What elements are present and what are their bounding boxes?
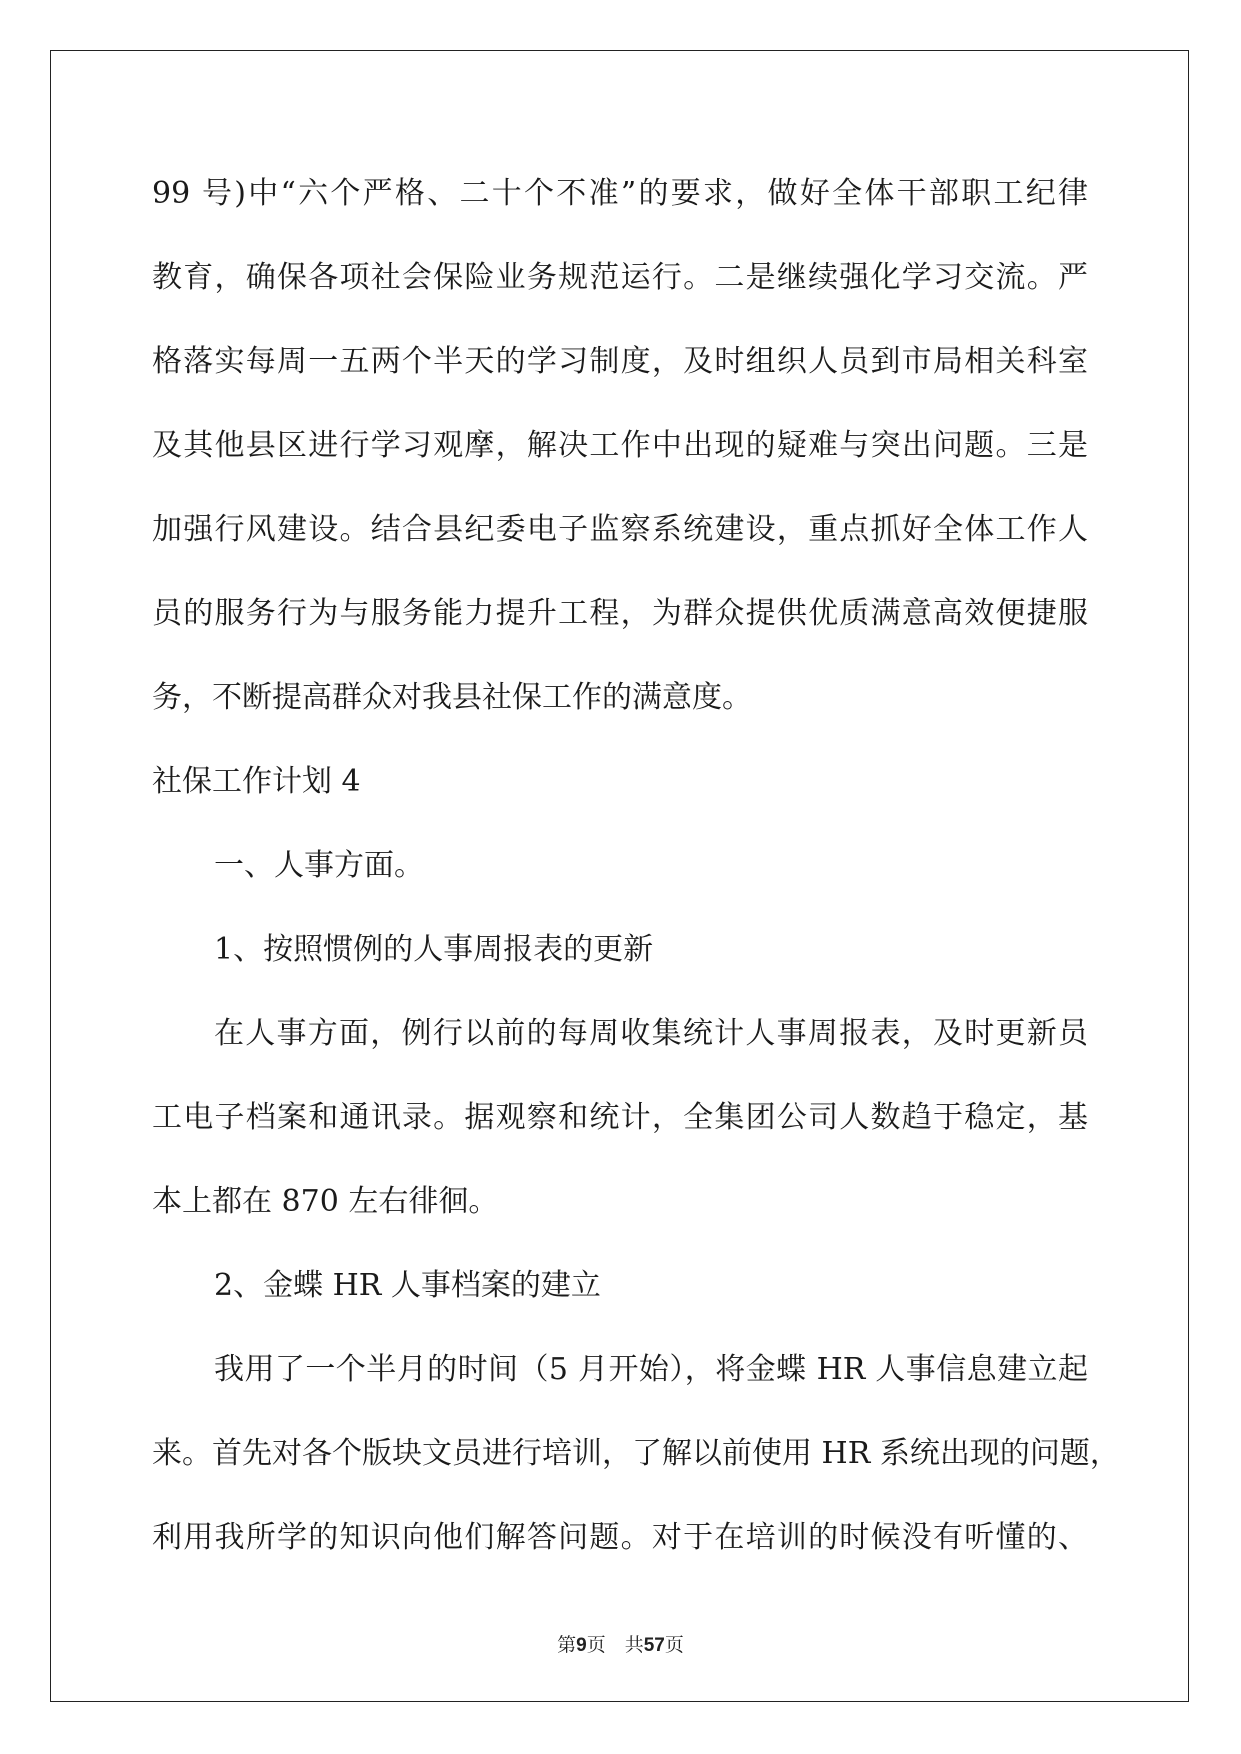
text-line: 我用了一个半月的时间（5 月开始），将金蝶 HR 人事信息建立起 (214, 1352, 1088, 1387)
item-heading: 1、按照惯例的人事周报表的更新 (214, 932, 654, 967)
page-footer (0, 1630, 1241, 1657)
item-heading: 2、金蝶 HR 人事档案的建立 (214, 1268, 601, 1303)
text-line: 在人事方面，例行以前的每周收集统计人事周报表，及时更新员 (214, 1016, 1088, 1051)
text-line: 格落实每周一五两个半天的学习制度，及时组织人员到市局相关科室 (152, 344, 1088, 379)
text-line: 工电子档案和通讯录。据观察和统计，全集团公司人数趋于稳定，基 (152, 1100, 1088, 1135)
text-line: 及其他县区进行学习观摩，解决工作中出现的疑难与突出问题。三是 (152, 428, 1088, 463)
text-line: 本上都在 870 左右徘徊。 (152, 1184, 499, 1219)
text-line: 利用我所学的知识向他们解答问题。对于在培训的时候没有听懂的、 (152, 1520, 1088, 1555)
text-line: 员的服务行为与服务能力提升工程，为群众提供优质满意高效便捷服 (152, 596, 1088, 631)
text-line: 来。首先对各个版块文员进行培训，了解以前使用 HR 系统出现的问题， (152, 1436, 1120, 1471)
total-page-number: 57 (643, 1635, 665, 1656)
current-page-number: 9 (576, 1635, 587, 1656)
text-line: 99 号)中“六个严格、二十个不准”的要求，做好全体干部职工纪律 (152, 176, 1088, 211)
footer-prefix: 第 (557, 1634, 577, 1656)
footer-suffix: 页 (664, 1634, 684, 1656)
footer-mid: 页 共 (586, 1634, 644, 1656)
section-heading: 社保工作计划 4 (152, 764, 361, 799)
text-line: 务，不断提高群众对我县社保工作的满意度。 (152, 680, 752, 715)
text-line: 加强行风建设。结合县纪委电子监察系统建设，重点抓好全体工作人 (152, 512, 1088, 547)
subsection-heading: 一、人事方面。 (214, 848, 424, 883)
text-line: 教育，确保各项社会保险业务规范运行。二是继续强化学习交流。严 (152, 260, 1088, 295)
document-body (152, 152, 1120, 1580)
